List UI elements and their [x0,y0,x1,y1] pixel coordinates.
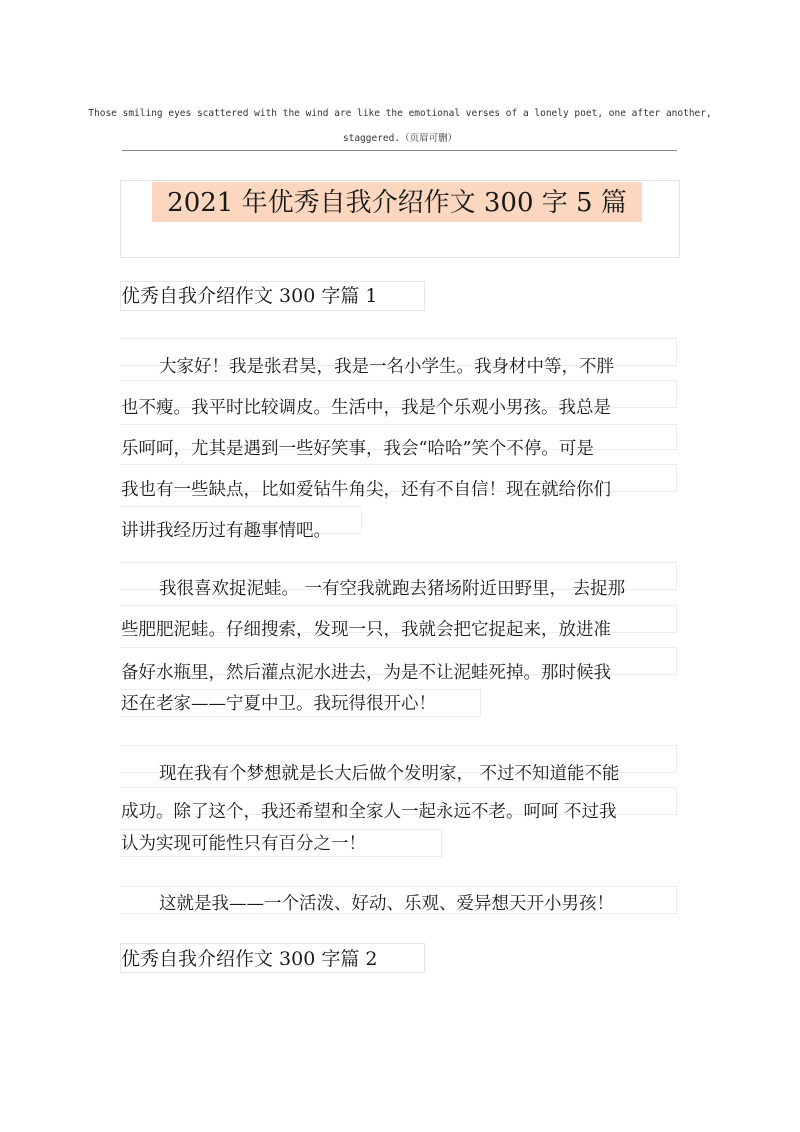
header-divider [122,150,677,151]
paragraph-line: 讲讲我经历过有趣事情吧。 [121,521,331,541]
paragraph-line: 成功。除了这个，我还希望和全家人一起永远不老。呵呵 不过我 [121,802,617,822]
document-title: 2021 年优秀自我介绍作文 300 字 5 篇 [167,188,627,218]
paragraph-line: 我也有一些缺点，比如爱钻牛角尖，还有不自信！现在就给你们 [121,480,611,500]
header-quote-line-1: Those smiling eyes scattered with the wind are like the emotional verses of a lonely poet, one after another, [88,108,712,119]
page-header-quote [80,101,720,151]
section-heading-1: 优秀自我介绍作文 300 字篇 1 [121,285,378,307]
section-heading-2: 优秀自我介绍作文 300 字篇 2 [121,948,378,970]
paragraph-line: 我很喜欢捉泥蛙。 一有空我就跑去猪场附近田野里， 去捉那 [159,579,626,599]
paragraph-line: 这就是我——一个活泼、好动、乐观、爱异想天开小男孩！ [159,894,614,914]
paragraph-line: 认为实现可能性只有百分之一！ [121,834,366,854]
paragraph-line: 备好水瓶里，然后灌点泥水进去，为是不让泥蛙死掉。那时候我 [121,663,611,683]
paragraph-line: 乐呵呵，尤其是遇到一些好笑事，我会“哈哈”笑个不停。可是 [121,439,594,459]
paragraph-line: 现在我有个梦想就是长大后做个发明家， 不过不知道能不能 [159,764,620,784]
paragraph-line: 也不瘦。我平时比较调皮。生活中，我是个乐观小男孩。我总是 [121,398,611,418]
paragraph-line: 还在老家——宁夏中卫。我玩得很开心！ [121,694,436,714]
header-quote-line-2: staggered.（页眉可删） [342,133,458,144]
paragraph-line: 些肥肥泥蛙。仔细搜索，发现一只，我就会把它捉起来，放进准 [121,620,611,640]
paragraph-line: 大家好！我是张君昊，我是一名小学生。我身材中等，不胖 [159,357,614,377]
